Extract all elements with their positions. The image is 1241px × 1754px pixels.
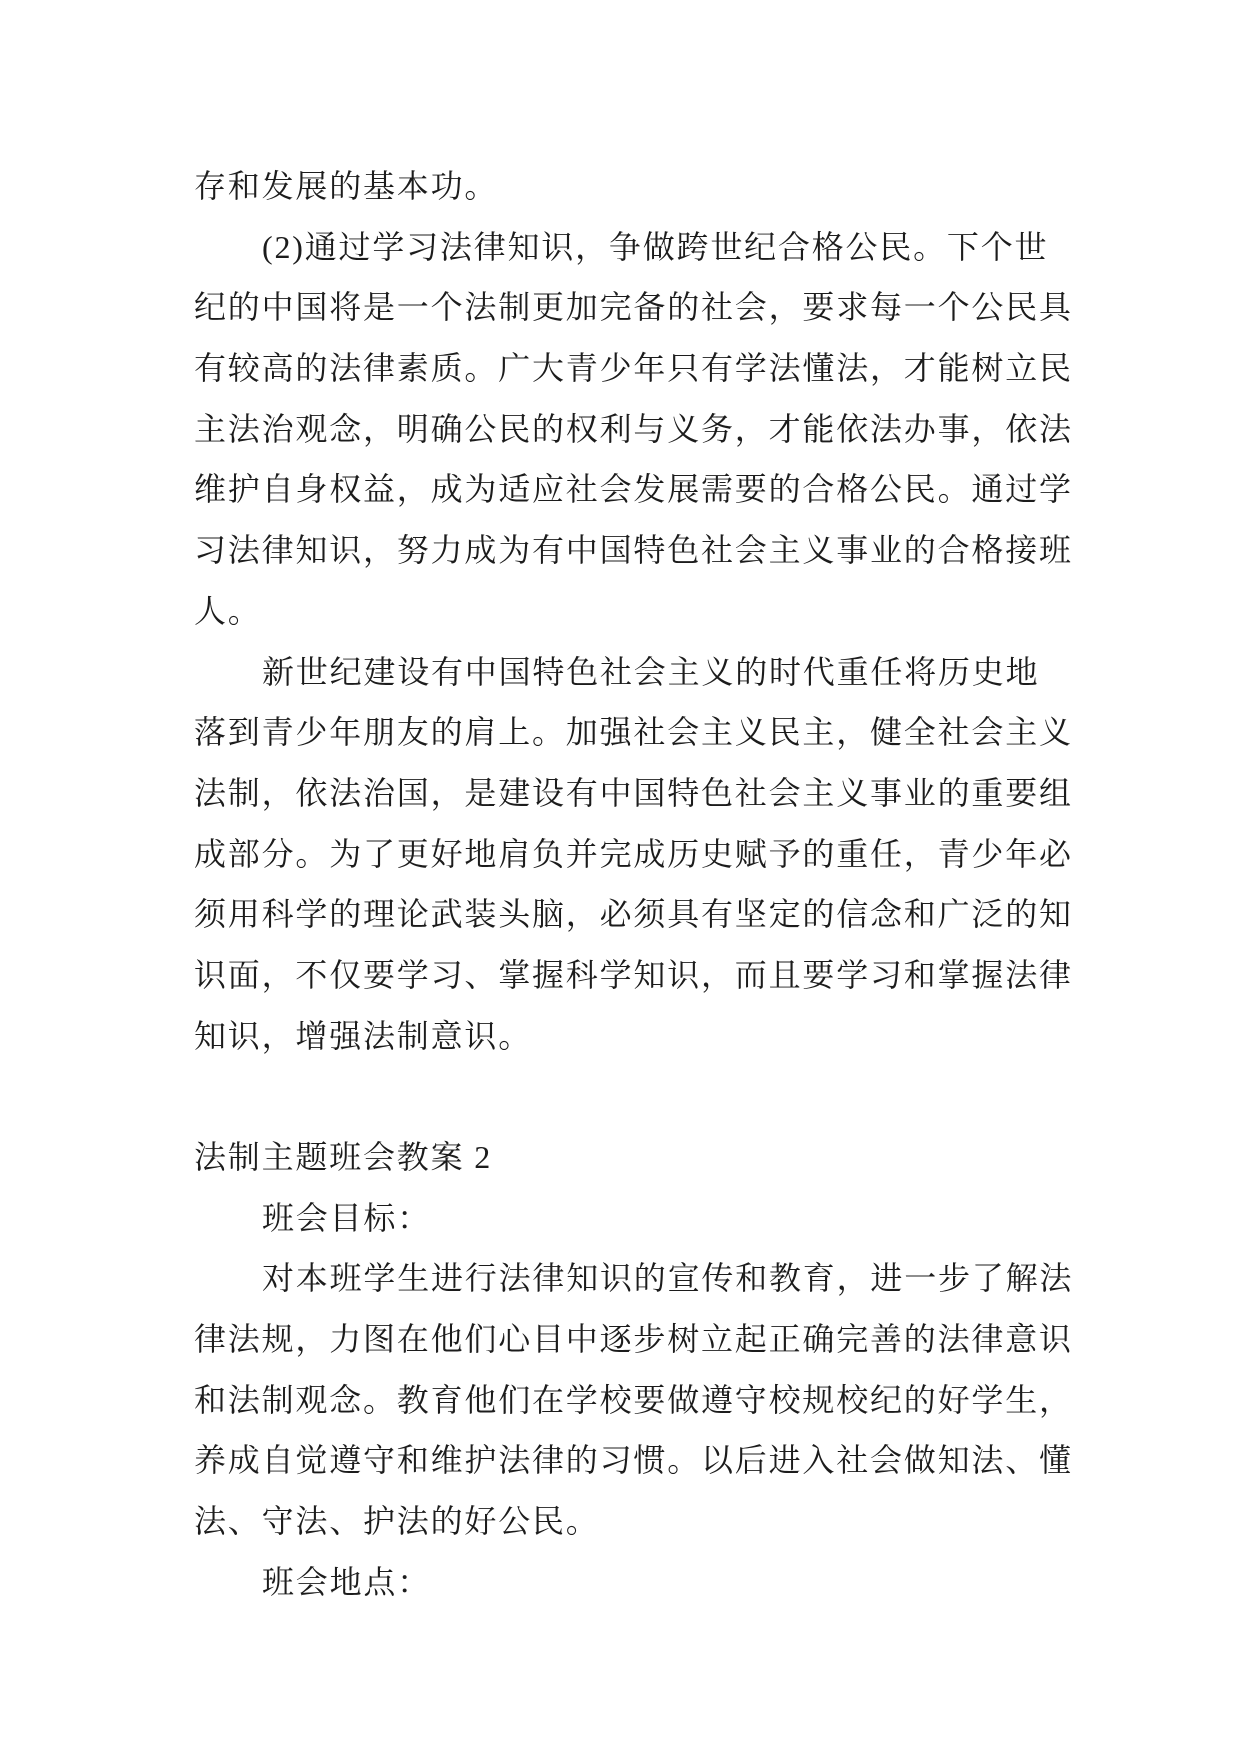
page-body xyxy=(194,156,1094,1613)
goal-paragraph xyxy=(194,1248,1094,1551)
text-line: 有较高的法律素质。广大青少年只有学法懂法，才能树立民 xyxy=(194,350,1073,387)
text-line: 律法规，力图在他们心目中逐步树立起正确完善的法律意识 xyxy=(194,1321,1073,1358)
text-line: 习法律知识，努力成为有中国特色社会主义事业的合格接班 xyxy=(194,532,1073,569)
text-line: 存和发展的基本功。 xyxy=(194,168,499,204)
text-line: 维护自身权益，成为适应社会发展需要的合格公民。通过学 xyxy=(194,471,1073,508)
text-line: 人。 xyxy=(194,592,262,629)
continued-paragraph xyxy=(194,156,1094,217)
goal-label: 班会目标： xyxy=(262,1199,432,1236)
text-line: 法、守法、护法的好公民。 xyxy=(194,1503,600,1540)
text-line: (2)通过学习法律知识，争做跨世纪合格公民。下个世 xyxy=(262,228,1049,265)
text-line: 纪的中国将是一个法制更加完备的社会，要求每一个公民具 xyxy=(194,289,1073,326)
text-line: 识面，不仅要学习、掌握科学知识，而且要学习和掌握法律 xyxy=(194,956,1073,993)
text-line: 落到青少年朋友的肩上。加强社会主义民主，健全社会主义 xyxy=(194,714,1073,751)
text-line: 对本班学生进行法律知识的宣传和教育，进一步了解法 xyxy=(262,1260,1074,1297)
section-title: 法制主题班会教案 2 xyxy=(194,1139,493,1175)
text-line: 法制，依法治国，是建设有中国特色社会主义事业的重要组 xyxy=(194,774,1073,811)
location-label: 班会地点： xyxy=(262,1563,432,1600)
point-2-paragraph xyxy=(194,217,1094,642)
text-line: 成部分。为了更好地肩负并完成历史赋予的重任，青少年必 xyxy=(194,835,1073,872)
new-century-paragraph xyxy=(194,642,1094,1067)
text-line: 养成自觉遵守和维护法律的习惯。以后进入社会做知法、懂 xyxy=(194,1442,1073,1479)
text-line: 知识，增强法制意识。 xyxy=(194,1017,533,1054)
text-line: 主法治观念，明确公民的权利与义务，才能依法办事，依法 xyxy=(194,410,1073,447)
blank-line xyxy=(194,1066,1094,1127)
text-line: 新世纪建设有中国特色社会主义的时代重任将历史地 xyxy=(262,653,1040,690)
text-line: 和法制观念。教育他们在学校要做遵守校规校纪的好学生， xyxy=(194,1381,1073,1418)
text-line: 须用科学的理论武装头脑，必须具有坚定的信念和广泛的知 xyxy=(194,896,1073,933)
